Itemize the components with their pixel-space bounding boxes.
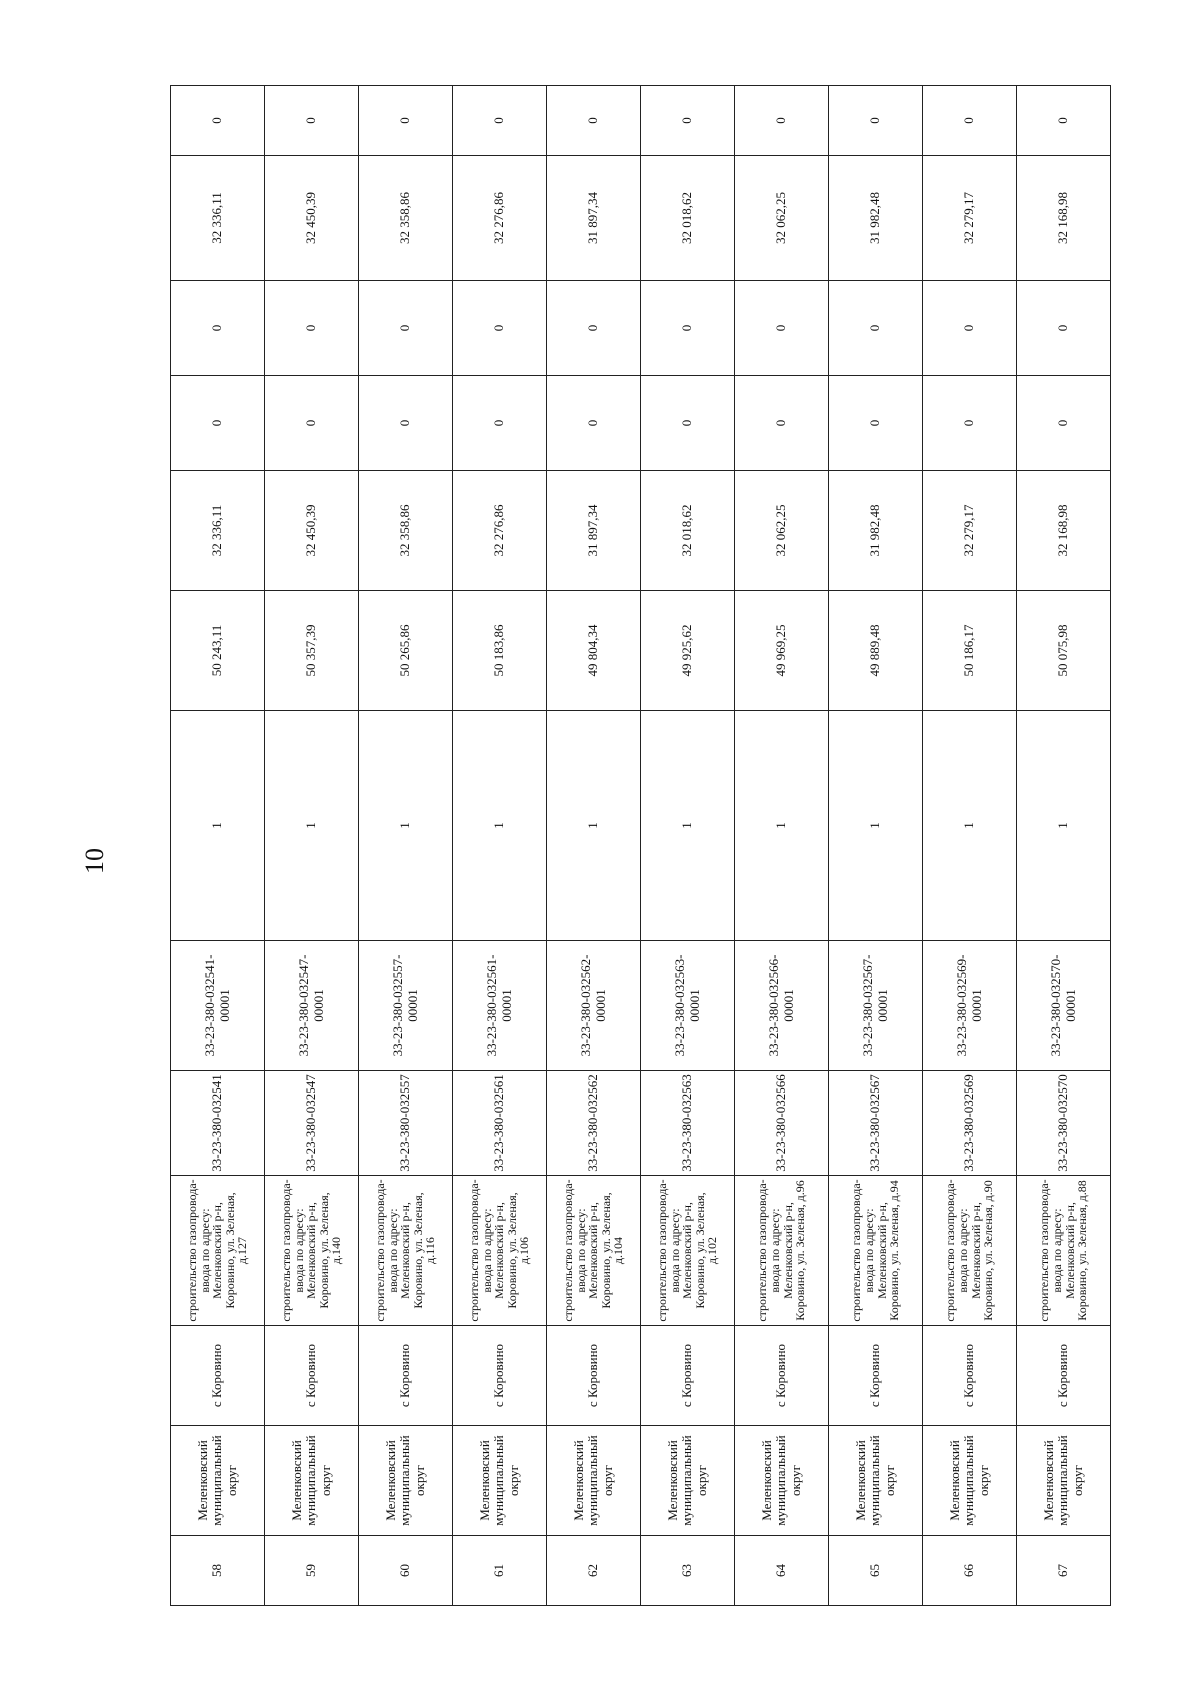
amount-zero-cell: 0: [829, 281, 923, 376]
amount-cell: 32 168,98: [1017, 156, 1111, 281]
row-number-cell: 58: [171, 1536, 265, 1606]
amount-cell: 32 279,17: [923, 471, 1017, 591]
amount-zero-cell: 0: [171, 376, 265, 471]
table-row: [453, 86, 547, 1606]
amount-zero-cell: 0: [641, 281, 735, 376]
amount-zero-cell: 0: [923, 376, 1017, 471]
quantity-cell: 1: [829, 711, 923, 941]
amount-zero-cell: 0: [547, 86, 641, 156]
object-subcode-cell: 33-23-380-032561-00001: [453, 941, 547, 1071]
amount-zero-cell: 0: [547, 376, 641, 471]
district-cell: Меленковский муниципальный округ: [453, 1426, 547, 1536]
amount-zero-cell: 0: [641, 376, 735, 471]
description-cell: строительство газопровода-ввода по адресу: Меленковский р-н, Коровино, ул. Зеленая, д.102: [641, 1176, 735, 1326]
total-cost-cell: 50 357,39: [265, 591, 359, 711]
district-cell: Меленковский муниципальный округ: [171, 1426, 265, 1536]
object-subcode-cell: 33-23-380-032569-00001: [923, 941, 1017, 1071]
table-row: [735, 86, 829, 1606]
amount-zero-cell: 0: [1017, 281, 1111, 376]
district-cell: Меленковский муниципальный округ: [735, 1426, 829, 1536]
amount-zero-cell: 0: [923, 86, 1017, 156]
amount-zero-cell: 0: [735, 376, 829, 471]
object-subcode-cell: 33-23-380-032547-00001: [265, 941, 359, 1071]
object-code-cell: 33-23-380-032562: [547, 1071, 641, 1176]
amount-cell: 32 168,98: [1017, 471, 1111, 591]
total-cost-cell: 50 075,98: [1017, 591, 1111, 711]
locality-cell: с Коровино: [735, 1326, 829, 1426]
quantity-cell: 1: [171, 711, 265, 941]
locality-cell: с Коровино: [547, 1326, 641, 1426]
locality-cell: с Коровино: [923, 1326, 1017, 1426]
district-cell: Меленковский муниципальный округ: [265, 1426, 359, 1536]
row-number-cell: 60: [359, 1536, 453, 1606]
amount-cell: 32 336,11: [171, 156, 265, 281]
amount-zero-cell: 0: [829, 376, 923, 471]
object-subcode-cell: 33-23-380-032563-00001: [641, 941, 735, 1071]
locality-cell: с Коровино: [171, 1326, 265, 1426]
table-row: [359, 86, 453, 1606]
object-code-cell: 33-23-380-032547: [265, 1071, 359, 1176]
amount-cell: 32 276,86: [453, 471, 547, 591]
row-number-cell: 62: [547, 1536, 641, 1606]
amount-zero-cell: 0: [265, 86, 359, 156]
amount-zero-cell: 0: [265, 376, 359, 471]
total-cost-cell: 50 265,86: [359, 591, 453, 711]
amount-zero-cell: 0: [359, 281, 453, 376]
table-row: [171, 86, 265, 1606]
object-code-cell: 33-23-380-032561: [453, 1071, 547, 1176]
amount-cell: 32 279,17: [923, 156, 1017, 281]
table-row: [829, 86, 923, 1606]
amount-cell: 32 450,39: [265, 156, 359, 281]
amount-cell: 31 897,34: [547, 156, 641, 281]
description-cell: строительство газопровода-ввода по адресу: Меленковский р-н, Коровино, ул. Зеленая, д.96: [735, 1176, 829, 1326]
amount-cell: 32 276,86: [453, 156, 547, 281]
amount-cell: 32 062,25: [735, 156, 829, 281]
total-cost-cell: 50 183,86: [453, 591, 547, 711]
object-subcode-cell: 33-23-380-032541-00001: [171, 941, 265, 1071]
description-cell: строительство газопровода-ввода по адресу: Меленковский р-н, Коровино, ул. Зеленая, д.90: [923, 1176, 1017, 1326]
quantity-cell: 1: [641, 711, 735, 941]
amount-zero-cell: 0: [265, 281, 359, 376]
total-cost-cell: 50 243,11: [171, 591, 265, 711]
object-code-cell: 33-23-380-032563: [641, 1071, 735, 1176]
locality-cell: с Коровино: [359, 1326, 453, 1426]
amount-zero-cell: 0: [359, 86, 453, 156]
amount-zero-cell: 0: [735, 86, 829, 156]
amount-zero-cell: 0: [171, 86, 265, 156]
row-number-cell: 61: [453, 1536, 547, 1606]
amount-zero-cell: 0: [453, 376, 547, 471]
amount-cell: 31 897,34: [547, 471, 641, 591]
page-number: 10: [80, 848, 109, 874]
amount-cell: 32 358,86: [359, 156, 453, 281]
amount-cell: 32 018,62: [641, 471, 735, 591]
amount-zero-cell: 0: [547, 281, 641, 376]
amount-cell: 31 982,48: [829, 471, 923, 591]
quantity-cell: 1: [265, 711, 359, 941]
object-code-cell: 33-23-380-032569: [923, 1071, 1017, 1176]
row-number-cell: 66: [923, 1536, 1017, 1606]
row-number-cell: 63: [641, 1536, 735, 1606]
object-subcode-cell: 33-23-380-032566-00001: [735, 941, 829, 1071]
object-code-cell: 33-23-380-032557: [359, 1071, 453, 1176]
locality-cell: с Коровино: [1017, 1326, 1111, 1426]
description-cell: строительство газопровода-ввода по адресу: Меленковский р-н, Коровино, ул. Зеленая, д.116: [359, 1176, 453, 1326]
amount-zero-cell: 0: [1017, 86, 1111, 156]
amount-zero-cell: 0: [453, 281, 547, 376]
quantity-cell: 1: [1017, 711, 1111, 941]
district-cell: Меленковский муниципальный округ: [1017, 1426, 1111, 1536]
quantity-cell: 1: [923, 711, 1017, 941]
amount-zero-cell: 0: [171, 281, 265, 376]
object-subcode-cell: 33-23-380-032570-00001: [1017, 941, 1111, 1071]
district-cell: Меленковский муниципальный округ: [641, 1426, 735, 1536]
amount-cell: 31 982,48: [829, 156, 923, 281]
amount-cell: 32 358,86: [359, 471, 453, 591]
quantity-cell: 1: [453, 711, 547, 941]
row-number-cell: 59: [265, 1536, 359, 1606]
row-number-cell: 67: [1017, 1536, 1111, 1606]
amount-zero-cell: 0: [641, 86, 735, 156]
district-cell: Меленковский муниципальный округ: [359, 1426, 453, 1536]
amount-zero-cell: 0: [359, 376, 453, 471]
total-cost-cell: 49 804,34: [547, 591, 641, 711]
total-cost-cell: 49 925,62: [641, 591, 735, 711]
object-code-cell: 33-23-380-032567: [829, 1071, 923, 1176]
row-number-cell: 65: [829, 1536, 923, 1606]
amount-cell: 32 062,25: [735, 471, 829, 591]
object-code-cell: 33-23-380-032570: [1017, 1071, 1111, 1176]
description-cell: строительство газопровода-ввода по адресу: Меленковский р-н, Коровино, ул. Зеленая, д.104: [547, 1176, 641, 1326]
amount-cell: 32 336,11: [171, 471, 265, 591]
amount-zero-cell: 0: [923, 281, 1017, 376]
district-cell: Меленковский муниципальный округ: [829, 1426, 923, 1536]
description-cell: строительство газопровода-ввода по адресу: Меленковский р-н, Коровино, ул. Зеленая, д.106: [453, 1176, 547, 1326]
quantity-cell: 1: [359, 711, 453, 941]
total-cost-cell: 49 889,48: [829, 591, 923, 711]
table-body: [171, 86, 1111, 1606]
description-cell: строительство газопровода-ввода по адресу: Меленковский р-н, Коровино, ул. Зеленая, д.140: [265, 1176, 359, 1326]
data-table: [170, 85, 1111, 1606]
object-subcode-cell: 33-23-380-032562-00001: [547, 941, 641, 1071]
district-cell: Меленковский муниципальный округ: [923, 1426, 1017, 1536]
object-subcode-cell: 33-23-380-032557-00001: [359, 941, 453, 1071]
total-cost-cell: 50 186,17: [923, 591, 1017, 711]
locality-cell: с Коровино: [641, 1326, 735, 1426]
table-row: [1017, 86, 1111, 1606]
table-row: [265, 86, 359, 1606]
quantity-cell: 1: [547, 711, 641, 941]
table-row: [547, 86, 641, 1606]
amount-cell: 32 018,62: [641, 156, 735, 281]
description-cell: строительство газопровода-ввода по адресу: Меленковский р-н, Коровино, ул. Зеленая, д.127: [171, 1176, 265, 1326]
description-cell: строительство газопровода-ввода по адресу: Меленковский р-н, Коровино, ул. Зеленая, д.94: [829, 1176, 923, 1326]
amount-zero-cell: 0: [829, 86, 923, 156]
description-cell: строительство газопровода-ввода по адресу: Меленковский р-н, Коровино, ул. Зеленая, д.88: [1017, 1176, 1111, 1326]
table-container: [170, 86, 1110, 1606]
amount-zero-cell: 0: [735, 281, 829, 376]
amount-cell: 32 450,39: [265, 471, 359, 591]
table-row: [923, 86, 1017, 1606]
district-cell: Меленковский муниципальный округ: [547, 1426, 641, 1536]
object-code-cell: 33-23-380-032566: [735, 1071, 829, 1176]
quantity-cell: 1: [735, 711, 829, 941]
locality-cell: с Коровино: [265, 1326, 359, 1426]
object-subcode-cell: 33-23-380-032567-00001: [829, 941, 923, 1071]
locality-cell: с Коровино: [829, 1326, 923, 1426]
total-cost-cell: 49 969,25: [735, 591, 829, 711]
locality-cell: с Коровино: [453, 1326, 547, 1426]
amount-zero-cell: 0: [453, 86, 547, 156]
object-code-cell: 33-23-380-032541: [171, 1071, 265, 1176]
amount-zero-cell: 0: [1017, 376, 1111, 471]
row-number-cell: 64: [735, 1536, 829, 1606]
table-row: [641, 86, 735, 1606]
